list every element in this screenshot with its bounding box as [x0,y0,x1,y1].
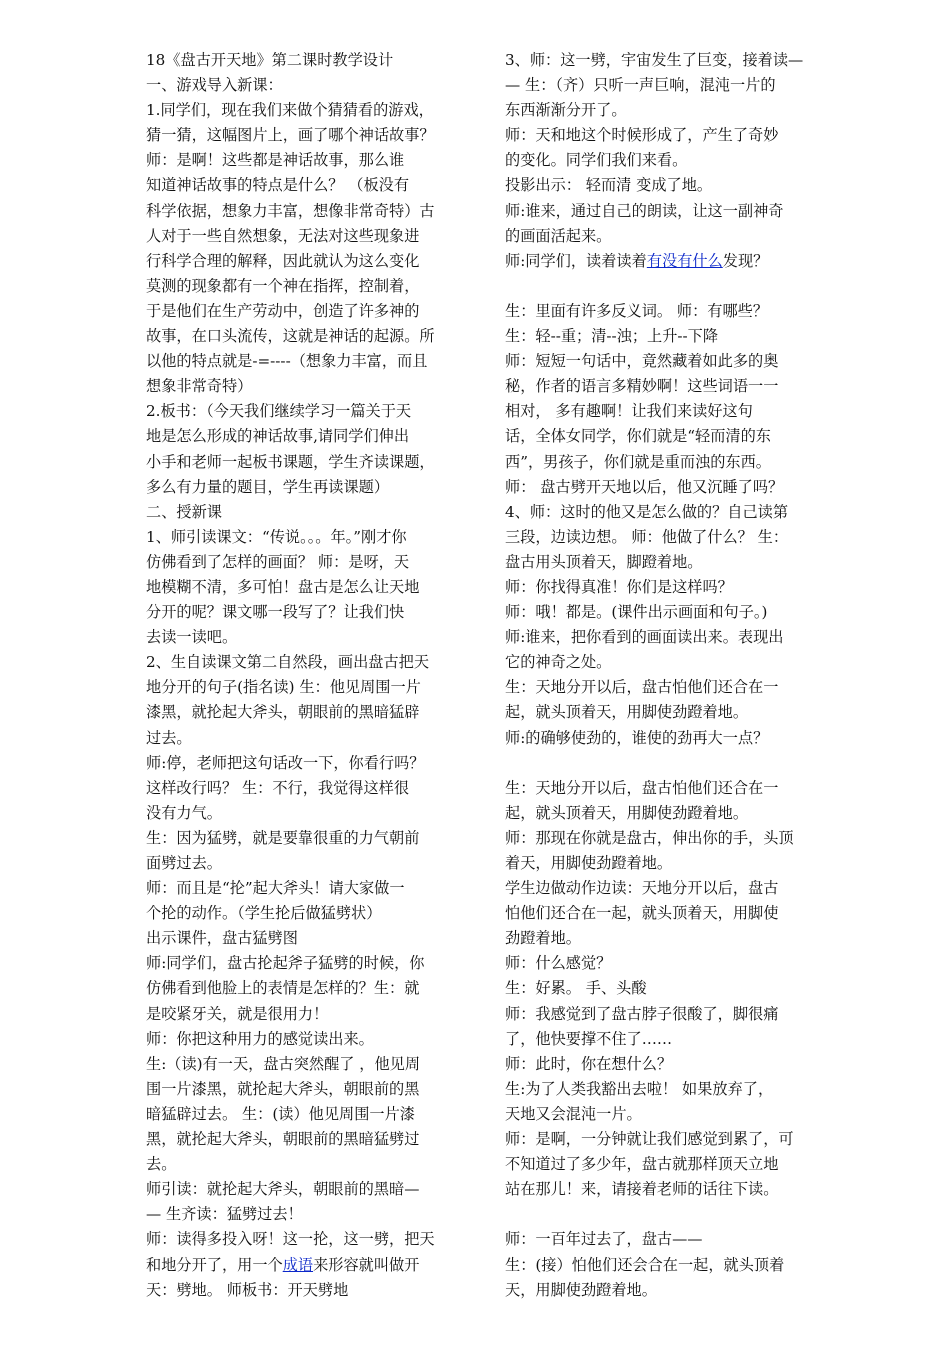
text-line: 仿佛看到他脸上的表情是怎样的？生：就 [146,979,420,998]
text-line: 生:（读)有一天，盘古突然醒了 ，他见周 [146,1054,421,1073]
text-line: 生：(接）怕他们还会合在一起，就头顶着 [505,1255,785,1274]
text-line: — 生齐读：猛劈过去！ [146,1205,303,1224]
text-line: 是咬紧牙关，就是很用力！ [146,1004,329,1023]
text-line: 劲蹬着地。 [505,929,581,948]
text-line: 师：你找得真准！你们是这样吗？ [505,577,733,596]
text-line: 着天，用脚使劲蹬着地。 [505,854,673,872]
text-line: 师： 盘古劈开天地以后，他又沉睡了吗？ [505,477,784,496]
hyperlink[interactable]: 成语 [282,1255,314,1274]
text-line: 不知道过了多少年，盘古就那样顶天立地 [505,1155,779,1174]
text-line: 生：因为猛劈，就是要靠很重的力气朝前 [146,828,420,847]
text-line: 师：一百年过去了，盘古—— [505,1230,703,1249]
blank-line [505,1202,813,1227]
text-line: 1.同学们，现在我们来做个猜猜看的游戏， [146,101,434,120]
text-line: 的画面活起来。 [505,226,612,245]
text-line: 出示课件，盘古猛劈图 [146,929,298,948]
text-line: 仿佛看到了怎样的画面？ 师：是呀，天 [146,552,410,571]
text-line: 面劈过去。 [146,854,222,872]
text-line: 师:谁来，通过自己的朗读，让这一副神奇 [505,201,784,220]
text-line: 科学依据，想象力丰富，想像非常奇特）古 [146,201,435,220]
text-line: 相对， 多有趣啊！让我们来读好这句 [505,402,753,421]
text-line: 站在那儿！来，请接着老师的话往下读。 [505,1180,779,1199]
text-line: 3、师：这一劈，宇宙发生了巨变，接着读— [505,51,804,69]
text-line: 生：天地分开以后，盘古怕他们还合在一 [505,678,779,697]
text-line: 生：天地分开以后，盘古怕他们还合在一 [505,778,779,797]
text-line: 师：而且是“抡”起大斧头！请大家做一 [146,879,405,898]
text-line: 怕他们还合在一起，就头顶着天，用脚使 [505,904,779,923]
text-line: 去。 [146,1155,177,1174]
text-line: 黑，就抡起大斧头，朝眼前的黑暗猛劈过 [146,1130,420,1149]
text-line: 生：轻--重；清--浊；上升--下降 [505,327,719,346]
text-segment: 来形容就叫做开 [313,1255,420,1274]
hyperlink[interactable]: 有没有什么 [646,251,723,270]
text-line: 暗猛辟过去。 生：(读）他见周围一片漆 [146,1104,415,1123]
text-line: 师：哦！都是。(课件出示画面和句子。) [505,603,768,622]
text-line: 师：你把这种用力的感觉读出来。 [146,1029,374,1048]
text-line: 这样改行吗？ 生：不行，我觉得这样很 [146,778,410,797]
text-line: 没有力气。 [146,803,222,822]
text-line: 2、生自读课文第二自然段，画出盘古把天 [146,653,430,672]
text-line: 知道神话故事的特点是什么？ （板没有 [146,176,410,195]
text-line: 18《盘古开天地》第二课时教学设计 [146,51,394,69]
text-line: 起，就头顶着天，用脚使劲蹬着地。 [505,803,748,822]
text-line: 多么有力量的题目，学生再读课题） [146,477,389,496]
blank-line [505,274,813,299]
text-line: 想象非常奇特） [146,377,253,396]
text-line: 天地又会混沌一片。 [505,1104,642,1123]
text-segment: 发现？ [722,251,769,270]
text-line: 话，全体女同学，你们就是“轻而清的东 [505,427,771,446]
right-column [505,48,813,1303]
text-line: 去读一读吧。 [146,628,238,647]
text-line: 小手和老师一起板书课题，学生齐读课题， [146,452,435,471]
text-line: — 生：（齐）只听一声巨响，混沌一片的 [505,76,776,95]
blank-line [505,751,813,776]
text-line: 秘，作者的语言多精妙啊！这些词语一一 [505,377,779,396]
text-line: 2.板书：（今天我们继续学习一篇关于天 [146,402,412,421]
text-line: 师：是啊！这些都是神话故事，那么谁 [146,151,405,170]
text-line: 师：是啊，一分钟就让我们感觉到累了，可 [505,1130,794,1149]
text-line: 师:停，老师把这句话改一下，你看行吗？ [146,753,425,772]
text-line: 师：短短一句话中，竟然藏着如此多的奥 [505,352,779,371]
text-line: 莫测的现象都有一个神在指挥，控制着， [146,276,420,295]
text-line: 师：什么感觉？ [505,954,612,973]
text-line: 师:的确够使劲的，谁使的劲再大一点？ [505,728,769,747]
text-line: 师:谁来，把你看到的画面读出来。表现出 [505,628,784,647]
text-line: 二、授新课 [146,502,222,521]
text-line: 围一片漆黑，就抡起大斧头，朝眼前的黑 [146,1079,420,1098]
text-line: 师：此时，你在想什么？ [505,1054,673,1073]
text-line: 地是怎么形成的神话故事,请同学们伸出 [146,427,410,446]
text-line: 投影出示： 轻而清 变成了地。 [505,176,713,195]
text-line: 以他的特点就是-=----（想象力丰富，而且 [146,352,428,371]
text-line: 生：好累。 手、头酸 [505,979,647,998]
text-line: 地模糊不清，多可怕！盘古是怎么让天地 [146,577,420,596]
text-line: 漆黑，就抡起大斧头，朝眼前的黑暗猛辟 [146,703,420,722]
text-line: 4、师：这时的他又是怎么做的？自己读第 [505,502,789,521]
text-line: 猜一猜，这幅图片上，画了哪个神话故事？ [146,126,435,145]
text-line: 过去。 [146,728,192,747]
text-line: 于是他们在生产劳动中，创造了许多神的 [146,301,420,320]
text-line: 东西渐渐分开了。 [505,101,627,120]
text-line: 故事，在口头流传，这就是神话的起源。所 [146,327,435,346]
text-line: 师:同学们，盘古抡起斧子猛劈的时候，你 [146,954,425,973]
text-line: 生：里面有许多反义词。 师：有哪些？ [505,301,769,320]
text-line: 师：天和地这个时候形成了，产生了奇妙 [505,126,779,145]
text-line: 师：读得多投入呀！这一抡，这一劈，把天 [146,1230,435,1249]
text-line: 盘古用头顶着天，脚蹬着地。 [505,552,703,571]
left-column [146,48,450,1303]
text-line: 师引读：就抡起大斧头，朝眼前的黑暗— [146,1180,420,1199]
text-line: 1、师引读课文：“传说。。。年。”刚才你 [146,527,407,546]
text-line: 天：劈地。 师板书：开天劈地 [146,1280,349,1299]
text-segment: 和地分开了，用一个 [146,1255,283,1274]
text-line: 三段，边读边想。 师：他做了什么？ 生： [505,527,789,546]
text-line-with-link [146,1253,450,1278]
text-line: 天，用脚使劲蹬着地。 [505,1280,657,1299]
text-line: 师：那现在你就是盘古，伸出你的手，头顶 [505,828,794,847]
text-line-with-link [505,249,813,274]
text-line: 行科学合理的解释，因此就认为这么变化 [146,251,420,270]
text-line: 师：我感觉到了盘古脖子很酸了，脚很痛 [505,1004,779,1023]
text-line: 它的神奇之处。 [505,653,612,672]
text-line: 个抡的动作。（学生抡后做猛劈状） [146,904,382,923]
text-line: 人对于一些自然想象，无法对这些现象进 [146,226,420,245]
text-line: 学生边做动作边读：天地分开以后，盘古 [505,879,779,898]
text-line: 生:为了人类我豁出去啦！ 如果放弃了， [505,1079,774,1098]
text-line: 了，他快要撑不住了…… [505,1029,673,1048]
text-segment: 师:同学们，读着读着 [505,251,647,270]
text-line: 西”，男孩子，你们就是重而浊的东西。 [505,452,771,471]
text-line: 的变化。同学们我们来看。 [505,151,688,170]
text-line: 起，就头顶着天，用脚使劲蹬着地。 [505,703,748,722]
text-line: 分开的呢？课文哪一段写了？让我们快 [146,603,405,622]
text-line: 地分开的句子(指名读) 生：他见周围一片 [146,678,421,697]
text-line: 一、游戏导入新课： [146,76,283,95]
